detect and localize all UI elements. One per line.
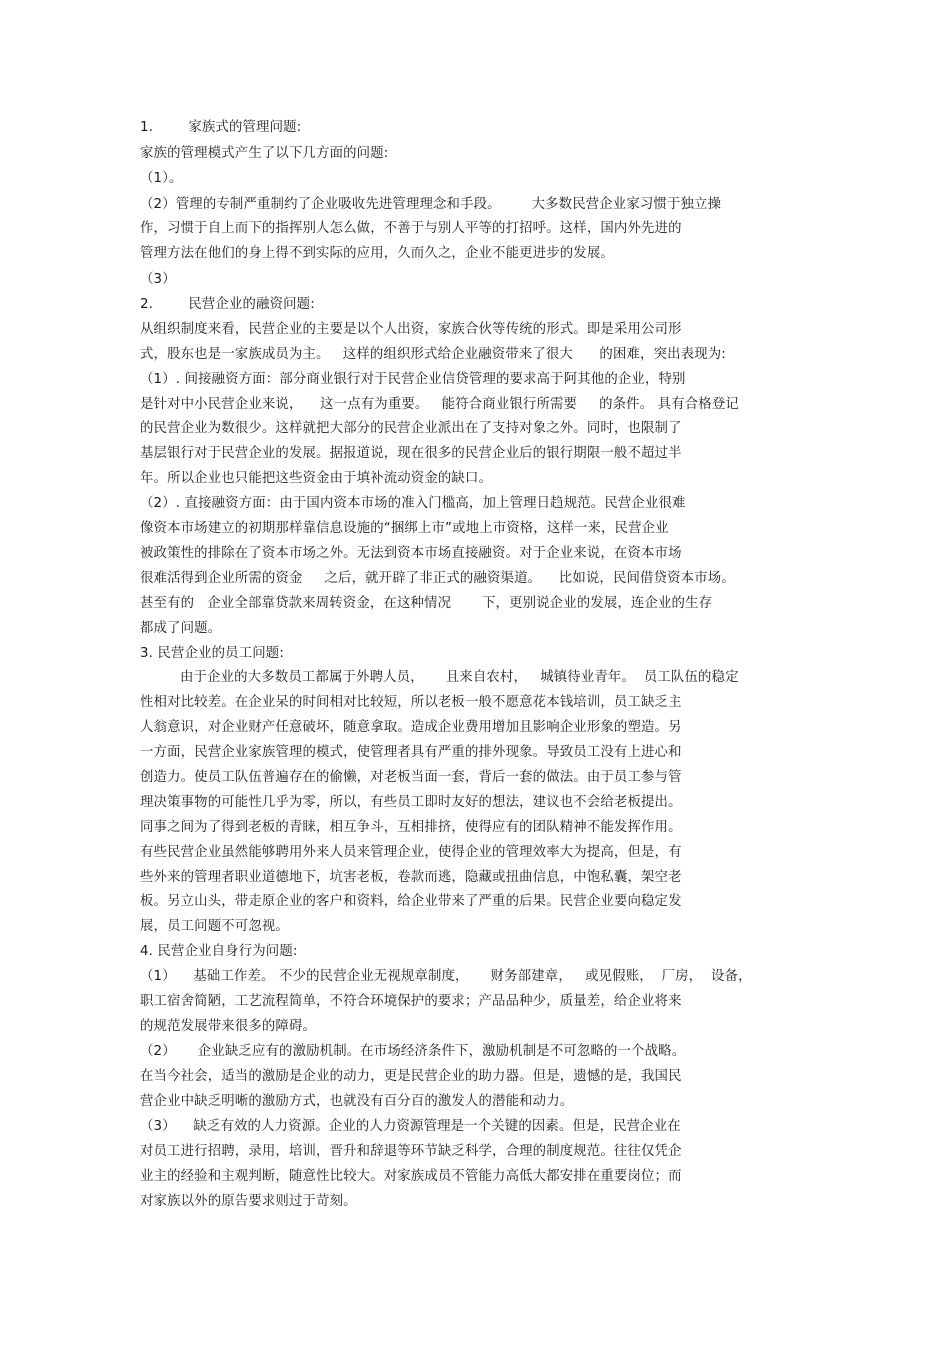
- text-line: 甚至有的 企业全部靠贷款来周转资金，在这种情况 下，更别说企业的发展，连企业的生存: [140, 596, 713, 611]
- text-line: 对家族以外的原告要求则过于苛刻。: [140, 1194, 357, 1209]
- text-line: （1）。: [140, 171, 183, 186]
- text-line: 板。另立山头，带走原企业的客户和资料，给企业带来了严重的后果。民营企业要向稳定发: [140, 894, 682, 909]
- text-line: 被政策性的排除在了资本市场之外。无法到资本市场直接融资。对于企业来说，在资本市场: [140, 546, 682, 561]
- text-line: 的民营企业为数很少。这样就把大部分的民营企业派出在了支持对象之外。同时，也限制了: [140, 421, 682, 436]
- text-line: 管理方法在他们的身上得不到实际的应用，久而久之，企业不能更进步的发展。: [140, 246, 614, 261]
- text-line: （2）管理的专制严重制约了企业吸收先进管理理念和手段。 大多数民营企业家习惯于独立操: [140, 197, 722, 212]
- text-line: 在当今社会，适当的激励是企业的动力，更是民营企业的助力器。但是，遗憾的是，我国民: [140, 1069, 682, 1084]
- text-line: 由于企业的大多数员工都属于外聘人员， 且来自农村， 城镇待业青年。 员工队伍的稳定: [180, 670, 739, 685]
- text-line: 展，员工问题不可忽视。: [140, 919, 289, 934]
- heading-1: 1. 家族式的管理问题:: [140, 120, 302, 135]
- text-line: 从组织制度来看，民营企业的主要是以个人出资，家族合伙等传统的形式。即是采用公司形: [140, 322, 682, 337]
- text-line: （2）. 直接融资方面：由于国内资本市场的准入门槛高，加上管理日趋规范。民营企业很难: [140, 496, 686, 511]
- text-line: 创造力。使员工队伍普遍存在的偷懒，对老板当面一套，背后一套的做法。由于员工参与管: [140, 770, 682, 785]
- text-line: 年。所以企业也只能把这些资金由于填补流动资金的缺口。: [140, 471, 493, 486]
- text-line: 像资本市场建立的初期那样靠信息设施的“捆绑上市”或地上市资格，这样一来，民营企业: [140, 521, 669, 536]
- text-line: 营企业中缺乏明晰的激励方式，也就没有百分百的激发人的潜能和动力。: [140, 1094, 574, 1109]
- heading-3: 3. 民营企业的员工问题:: [140, 646, 285, 661]
- text-line: 基层银行对于民营企业的发展。据报道说，现在很多的民营企业后的银行期限一般不超过半: [140, 446, 682, 461]
- text-line: 人翁意识，对企业财产任意破坏，随意拿取。造成企业费用增加且影响企业形象的塑造。另: [140, 720, 682, 735]
- text-line: 式，股东也是一家族成员为主。 这样的组织形式给企业融资带来了很大 的困难，突出表现为:: [140, 347, 726, 362]
- text-line: 都成了问题。: [140, 621, 222, 636]
- text-line: （1） 基础工作差。 不少的民营企业无视规章制度， 财务部建章， 或见假账， 厂房， 设备，: [140, 969, 752, 984]
- text-line: 同事之间为了得到老板的青睐，相互争斗，互相排挤，使得应有的团队精神不能发挥作用。: [140, 820, 682, 835]
- text-line: （1）. 间接融资方面：部分商业银行对于民营企业信贷管理的要求高于阿其他的企业，特别: [140, 372, 686, 387]
- text-line: 作，习惯于自上而下的指挥别人怎么做，不善于与别人平等的打招呼。这样，国内外先进的: [140, 221, 682, 236]
- text-line: 很难活得到企业所需的资金 之后，就开辟了非正式的融资渠道。 比如说，民间借贷资本市场。: [140, 571, 735, 586]
- text-line: （3） 缺乏有效的人力资源。企业的人力资源管理是一个关键的因素。但是，民营企业在: [140, 1119, 681, 1134]
- text-line: 些外来的管理者职业道德地下，坑害老板，卷款而逃，隐藏或扭曲信息，中饱私囊，架空老: [140, 870, 682, 885]
- text-line: 理决策事物的可能性几乎为零，所以，有些员工即时友好的想法，建议也不会给老板提出。: [140, 795, 682, 810]
- text-line: 有些民营企业虽然能够聘用外来人员来管理企业，使得企业的管理效率大为提高，但是，有: [140, 845, 682, 860]
- text-line: 的规范发展带来很多的障碍。: [140, 1019, 317, 1034]
- text-line: （2） 企业缺乏应有的激励机制。在市场经济条件下，激励机制是不可忽略的一个战略。: [140, 1044, 686, 1059]
- heading-4: 4. 民营企业自身行为问题:: [140, 944, 298, 959]
- heading-2: 2. 民营企业的融资问题:: [140, 297, 315, 312]
- text-line: 家族的管理模式产生了以下几方面的问题:: [140, 146, 389, 161]
- text-line: （3）: [140, 272, 176, 287]
- text-line: 一方面，民营企业家族管理的模式，使管理者具有严重的排外现象。导致员工没有上进心和: [140, 745, 682, 760]
- text-line: 业主的经验和主观判断，随意性比较大。对家族成员不管能力高低大都安排在重要岗位；而: [140, 1169, 682, 1184]
- text-line: 是针对中小民营企业来说， 这一点有为重要。 能符合商业银行所需要 的条件。 具有合格登记: [140, 397, 739, 412]
- text-line: 对员工进行招聘，录用，培训，晋升和辞退等环节缺乏科学，合理的制度规范。往往仅凭企: [140, 1144, 682, 1159]
- text-line: 职工宿舍简陋，工艺流程简单，不符合环境保护的要求；产品品种少，质量差，给企业将来: [140, 994, 682, 1009]
- text-line: 性相对比较差。在企业呆的时间相对比较短，所以老板一般不愿意花本钱培训，员工缺乏主: [140, 695, 682, 710]
